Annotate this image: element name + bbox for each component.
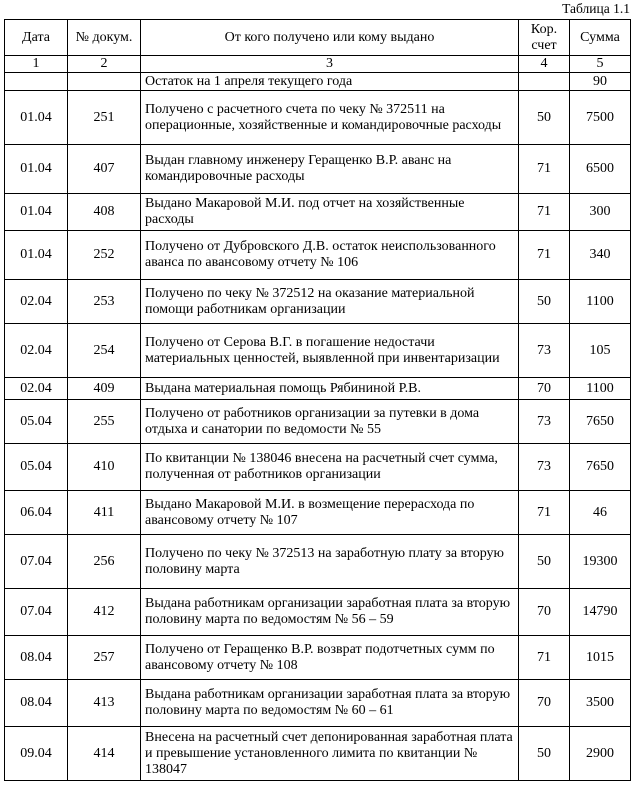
description-cell: Выдана работникам организации заработная плата за вторую половину марта по ведомостям № 60 – 61 bbox=[141, 680, 519, 727]
account-cell: 70 bbox=[519, 378, 570, 400]
doc-number-cell: 414 bbox=[68, 727, 141, 781]
account-cell: 71 bbox=[519, 491, 570, 535]
account-cell: 50 bbox=[519, 535, 570, 589]
table-row bbox=[5, 444, 631, 491]
table-row bbox=[5, 280, 631, 324]
header-description: От кого получено или кому выдано bbox=[141, 20, 519, 56]
opening-num-cell bbox=[68, 73, 141, 91]
doc-number-cell: 257 bbox=[68, 636, 141, 680]
sum-cell: 6500 bbox=[570, 145, 631, 194]
description-cell: Внесена на расчетный счет депонированная заработная плата и превышение установленного лимита по квитанции № 138047 bbox=[141, 727, 519, 781]
header-date: Дата bbox=[5, 20, 68, 56]
doc-number-cell: 255 bbox=[68, 400, 141, 444]
table-row bbox=[5, 589, 631, 636]
table-row bbox=[5, 535, 631, 589]
sum-cell: 2900 bbox=[570, 727, 631, 781]
sum-cell: 7650 bbox=[570, 400, 631, 444]
opening-balance-sum: 90 bbox=[570, 73, 631, 91]
sum-cell: 300 bbox=[570, 194, 631, 231]
opening-balance-label: Остаток на 1 апреля текущего года bbox=[141, 73, 519, 91]
account-cell: 70 bbox=[519, 680, 570, 727]
account-cell: 70 bbox=[519, 589, 570, 636]
sum-cell: 1100 bbox=[570, 280, 631, 324]
date-cell: 02.04 bbox=[5, 324, 68, 378]
doc-number-cell: 407 bbox=[68, 145, 141, 194]
account-cell: 73 bbox=[519, 444, 570, 491]
table-caption: Таблица 1.1 bbox=[562, 1, 630, 16]
description-cell: Выдан главному инженеру Геращенко В.Р. аванс на командировочные расходы bbox=[141, 145, 519, 194]
doc-number-cell: 254 bbox=[68, 324, 141, 378]
header-sum: Сумма bbox=[570, 20, 631, 56]
doc-number-cell: 256 bbox=[68, 535, 141, 589]
table-row bbox=[5, 324, 631, 378]
column-number: 2 bbox=[68, 56, 141, 73]
date-cell: 01.04 bbox=[5, 145, 68, 194]
date-cell: 01.04 bbox=[5, 91, 68, 145]
doc-number-cell: 409 bbox=[68, 378, 141, 400]
sum-cell: 14790 bbox=[570, 589, 631, 636]
account-cell: 71 bbox=[519, 145, 570, 194]
table-row bbox=[5, 194, 631, 231]
description-cell: Получено с расчетного счета по чеку № 372511 на операционные, хозяйственные и командировочные расходы bbox=[141, 91, 519, 145]
column-number-row bbox=[5, 56, 631, 73]
table-row bbox=[5, 680, 631, 727]
account-cell: 71 bbox=[519, 194, 570, 231]
cash-ledger-table bbox=[4, 19, 631, 781]
description-cell: По квитанции № 138046 внесена на расчетный счет сумма, полученная от работников организации bbox=[141, 444, 519, 491]
date-cell: 02.04 bbox=[5, 378, 68, 400]
table-row bbox=[5, 727, 631, 781]
table-row bbox=[5, 231, 631, 280]
date-cell: 01.04 bbox=[5, 194, 68, 231]
sum-cell: 46 bbox=[570, 491, 631, 535]
sum-cell: 340 bbox=[570, 231, 631, 280]
column-number: 5 bbox=[570, 56, 631, 73]
date-cell: 07.04 bbox=[5, 535, 68, 589]
doc-number-cell: 412 bbox=[68, 589, 141, 636]
header-doc-number: № докум. bbox=[68, 20, 141, 56]
sum-cell: 7650 bbox=[570, 444, 631, 491]
date-cell: 06.04 bbox=[5, 491, 68, 535]
header-account: Кор. счет bbox=[519, 20, 570, 56]
date-cell: 07.04 bbox=[5, 589, 68, 636]
description-cell: Получено по чеку № 372512 на оказание материальной помощи работникам организации bbox=[141, 280, 519, 324]
sum-cell: 7500 bbox=[570, 91, 631, 145]
opening-balance-row bbox=[5, 73, 631, 91]
description-cell: Получено от Дубровского Д.В. остаток неиспользованного аванса по авансовому отчету № 106 bbox=[141, 231, 519, 280]
account-cell: 73 bbox=[519, 400, 570, 444]
column-number: 1 bbox=[5, 56, 68, 73]
table-row bbox=[5, 491, 631, 535]
table-row bbox=[5, 145, 631, 194]
opening-account-cell bbox=[519, 73, 570, 91]
description-cell: Получено по чеку № 372513 на заработную плату за вторую половину марта bbox=[141, 535, 519, 589]
doc-number-cell: 253 bbox=[68, 280, 141, 324]
account-cell: 71 bbox=[519, 231, 570, 280]
opening-date-cell bbox=[5, 73, 68, 91]
column-number: 3 bbox=[141, 56, 519, 73]
date-cell: 02.04 bbox=[5, 280, 68, 324]
doc-number-cell: 251 bbox=[68, 91, 141, 145]
doc-number-cell: 410 bbox=[68, 444, 141, 491]
description-cell: Выдано Макаровой М.И. под отчет на хозяйственные расходы bbox=[141, 194, 519, 231]
account-cell: 50 bbox=[519, 91, 570, 145]
description-cell: Выдано Макаровой М.И. в возмещение перерасхода по авансовому отчету № 107 bbox=[141, 491, 519, 535]
table-row bbox=[5, 91, 631, 145]
date-cell: 08.04 bbox=[5, 636, 68, 680]
table-row bbox=[5, 636, 631, 680]
description-cell: Получено от работников организации за путевки в дома отдыха и санатории по ведомости № 55 bbox=[141, 400, 519, 444]
table-row bbox=[5, 400, 631, 444]
date-cell: 05.04 bbox=[5, 444, 68, 491]
doc-number-cell: 408 bbox=[68, 194, 141, 231]
description-cell: Получено от Геращенко В.Р. возврат подотчетных сумм по авансовому отчету № 108 bbox=[141, 636, 519, 680]
description-cell: Получено от Серова В.Г. в погашение недостачи материальных ценностей, выявленной при инвентаризации bbox=[141, 324, 519, 378]
description-cell: Выдана работникам организации заработная плата за вторую половину марта по ведомостям № 56 – 59 bbox=[141, 589, 519, 636]
header-row bbox=[5, 20, 631, 56]
doc-number-cell: 413 bbox=[68, 680, 141, 727]
account-cell: 50 bbox=[519, 280, 570, 324]
table-row bbox=[5, 378, 631, 400]
account-cell: 50 bbox=[519, 727, 570, 781]
doc-number-cell: 411 bbox=[68, 491, 141, 535]
sum-cell: 1015 bbox=[570, 636, 631, 680]
account-cell: 71 bbox=[519, 636, 570, 680]
date-cell: 01.04 bbox=[5, 231, 68, 280]
date-cell: 09.04 bbox=[5, 727, 68, 781]
sum-cell: 105 bbox=[570, 324, 631, 378]
sum-cell: 3500 bbox=[570, 680, 631, 727]
date-cell: 08.04 bbox=[5, 680, 68, 727]
sum-cell: 19300 bbox=[570, 535, 631, 589]
column-number: 4 bbox=[519, 56, 570, 73]
account-cell: 73 bbox=[519, 324, 570, 378]
date-cell: 05.04 bbox=[5, 400, 68, 444]
doc-number-cell: 252 bbox=[68, 231, 141, 280]
description-cell: Выдана материальная помощь Рябининой Р.В. bbox=[141, 378, 519, 400]
sum-cell: 1100 bbox=[570, 378, 631, 400]
